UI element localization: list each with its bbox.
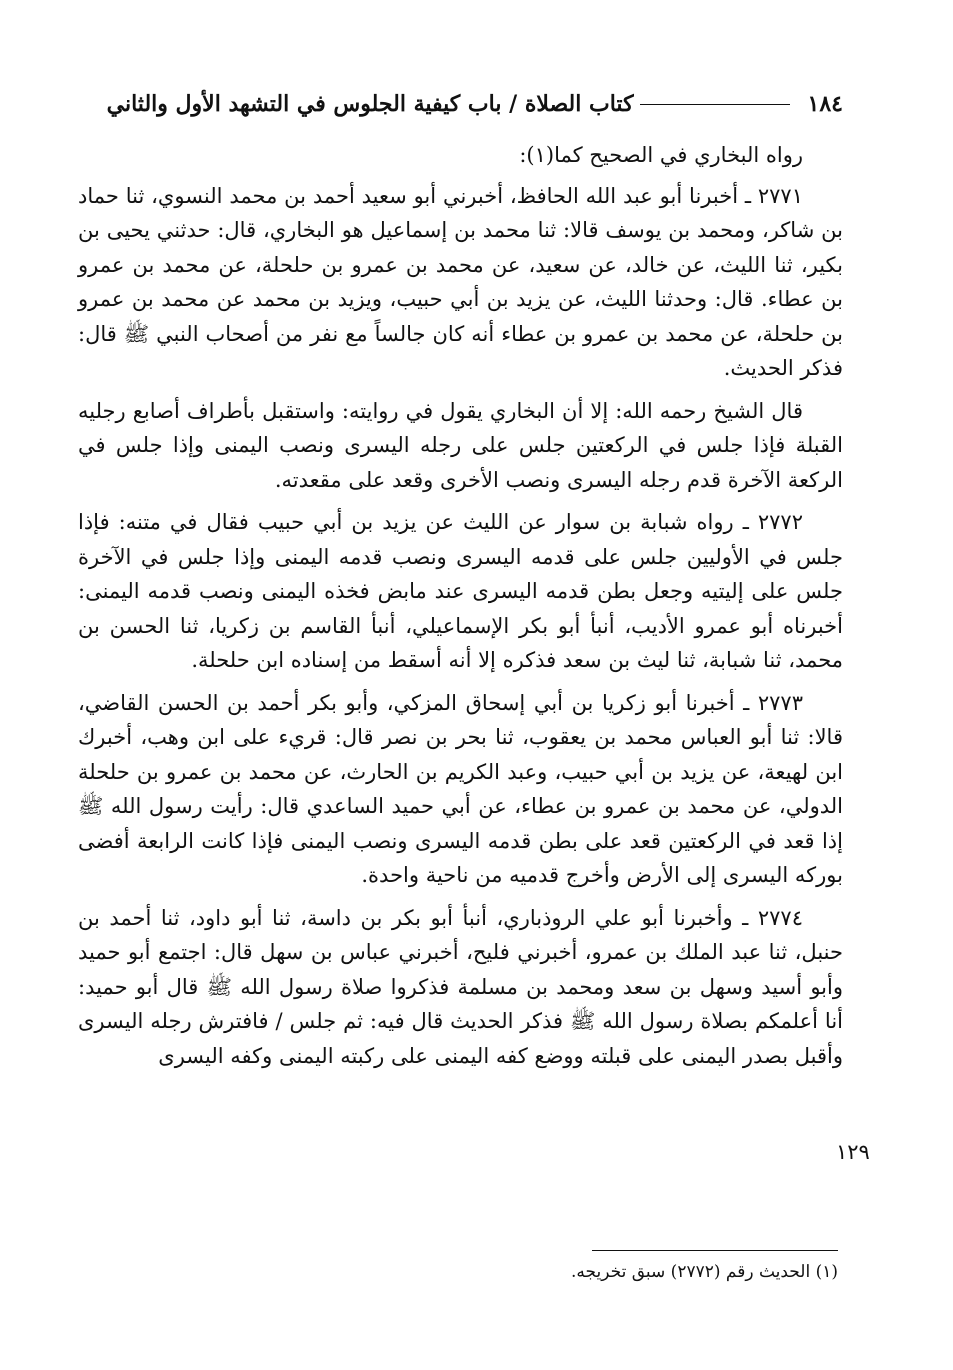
- sheikh-comment: قال الشيخ رحمه الله: إلا أن البخاري يقول في روايته: واستقبل بأطراف أصابع رجليه القبلة فإذا جلس في الركعتين جلس على رجله اليسرى ونصب اليمنى وإذا جلس في الركعة الآخرة قدم رجله اليسرى ونصب الأخرى وقعد على مقعدته.: [78, 398, 843, 492]
- header-rule: [640, 104, 790, 105]
- footnote-separator: [592, 1250, 838, 1251]
- main-text: [78, 138, 843, 1081]
- chapter-title: كتاب الصلاة / باب كيفية الجلوس في التشهد الأول والثاني: [106, 91, 634, 117]
- page-number: ١٨٤: [807, 91, 843, 117]
- hadith-2771: ٢٧٧١ ـ أخبرنا أبو عبد الله الحافظ، أخبرني أبو سعيد أحمد بن محمد النسوي، ثنا حماد بن شاكر، ومحمد بن يوسف قالا: ثنا محمد بن إسماعيل هو البخاري، قال: حدثني يحيى بن بكير، ثنا الليث، عن خالد، عن سعيد، عن محمد بن عمرو بن حلحلة، عن محمد بن عمرو بن عطاء. قال: وحدثنا الليث، عن يزيد بن أبي حبيب، ويزيد بن محمد عن محمد بن عمرو بن حلحلة، عن محمد بن عمرو بن عطاء أنه كان جالساً مع نفر من أصحاب النبي ﷺ قال: فذكر الحديث.: [78, 183, 843, 380]
- intro-paragraph: رواه البخاري في الصحيح كما(١):: [519, 143, 803, 167]
- running-header: [78, 86, 843, 122]
- footnote: (١) الحديث رقم (٢٧٧٢) سبق تخريجه.: [571, 1262, 838, 1282]
- hadith-2773: ٢٧٧٣ ـ أخبرنا أبو زكريا بن أبي إسحاق المزكي، وأبو بكر أحمد بن الحسن القاضي، قالا: ثنا أبو العباس محمد بن يعقوب، ثنا بحر بن نصر قال: قريء على ابن وهب، أخبرك ابن لهيعة، عن يزيد بن أبي حبيب، وعبد الكريم بن الحارث، عن محمد بن عمرو بن حلحلة الدولي، عن محمد بن عمرو بن عطاء، عن أبي حميد الساعدي قال: رأيت رسول الله ﷺ إذا قعد في الركعتين قعد على بطن قدمه اليسرى ونصب اليمنى فإذا كانت الرابعة أفضى بوركه اليسرى إلى الأرض وأخرج قدميه من ناحية واحدة.: [78, 690, 843, 887]
- hadith-2774: ٢٧٧٤ ـ وأخبرنا أبو علي الروذباري، أنبأ أبو بكر بن داسة، ثنا أبو داود، ثنا أحمد بن حنبل، ثنا عبد الملك بن عمرو، أخبرني فليح، أخبرني عباس بن سهل قال: اجتمع أبو حميد وأبو أسيد وسهل بن سعد ومحمد بن مسلمة فذكروا صلاة رسول الله ﷺ قال أبو حميد: أنا أعلمكم بصلاة رسول الله ﷺ فذكر الحديث قال فيه: ثم جلس / فافترش رجله اليسرى وأقبل بصدر اليمنى على قبلته ووضع كفه اليمنى على ركبته اليمنى وكفه اليسرى: [78, 905, 843, 1068]
- margin-page-reference: ١٢٩: [836, 1140, 870, 1164]
- hadith-2772: ٢٧٧٢ ـ رواه شبابة بن سوار عن الليث عن يزيد بن أبي حبيب فقال في متنه: فإذا جلس في الأوليين جلس على قدمه اليسرى ونصب قدمه اليمنى وإذا جلس في الآخرة جلس على إليتيه وجعل بطن قدمه اليسرى عند مابض فخذه اليمنى ونصب قدمه اليمنى: أخبرناه أبو عمرو الأديب، أنبأ أبو بكر الإسماعيلي، أنبأ القاسم بن زكريا، ثنا الحسن بن محمد، ثنا شبابة، ثنا ليث بن سعد فذكره إلا أنه أسقط من إسناده ابن حلحلة.: [78, 510, 843, 672]
